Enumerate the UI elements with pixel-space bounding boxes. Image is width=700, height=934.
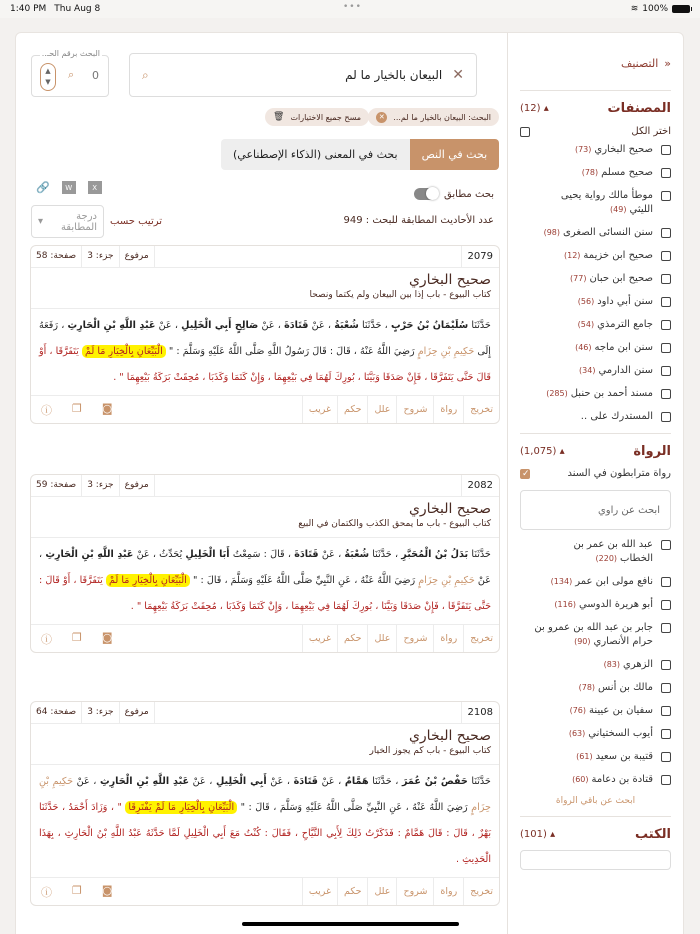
search-query[interactable]: البيعان بالخيار ما لم: [345, 68, 443, 82]
narrator: حَفْصُ بْنُ عُمَرَ: [401, 776, 468, 787]
filter-item-label: موطأ مالك رواية يحيى الليثي(49): [560, 190, 653, 215]
exact-match-row[interactable]: [414, 188, 494, 200]
filter-checkbox[interactable]: [661, 145, 671, 155]
narrator-search-input[interactable]: ابحث عن راوي: [520, 490, 671, 530]
divider: [520, 816, 671, 817]
clear-search-icon[interactable]: ✕: [452, 67, 464, 83]
filter-item-label: مالك بن أنس(78): [578, 682, 653, 693]
excel-export-icon[interactable]: X: [88, 181, 102, 194]
filter-checkbox[interactable]: [661, 729, 671, 739]
hadith-number-search[interactable]: [31, 49, 109, 97]
filter-item[interactable]: [520, 318, 671, 332]
filter-item[interactable]: [520, 658, 671, 672]
status-time: 1:40 PM: [10, 4, 47, 14]
filter-item[interactable]: [520, 341, 671, 355]
action-button[interactable]: رواة: [433, 878, 463, 905]
action-button[interactable]: علل: [367, 878, 396, 905]
action-button[interactable]: حكم: [337, 625, 367, 652]
results-count: عدد الأحاديث المطابقة للبحث : 949: [343, 215, 494, 226]
tab-text-search[interactable]: بحث في النص: [410, 139, 500, 170]
filter-item[interactable]: [520, 704, 671, 718]
filter-checkbox[interactable]: [661, 274, 671, 284]
hadith-meta: [31, 475, 155, 496]
hadith-text: حَدَّثَنَا سُلَيْمَانُ بْنُ حَرْبٍ ، حَدَّثَنَا شُعْبَةُ ، عَنْ قَتَادَةَ ، عَنْ صَالِحٍ أَبِي الْخَلِيلِ ، عَنْ عَبْدِ اللَّهِ بْنِ الْحَارِثِ ، رَفَعَهُ إِلَى حَكِيمِ بْنِ حِزَامٍ رَضِيَ اللَّهُ عَنْهُ ، قَالَ : قَالَ رَسُولُ اللَّهِ صَلَّى اللَّهُ عَلَيْهِ وَسَلَّمَ : " الْبَيِّعَانِ بِالْخِيَارِ مَا لَمْ يَتَفَرَّقَا ، أَوْ قَالَ حَتَّى يَتَفَرَّقَا ، فَإِنْ صَدَقَا وَبَيَّنَا ، بُورِكَ لَهُمَا فِي بَيْعِهِمَا ، وَإِنْ كَتَمَا وَكَذَبَا ، مُحِقَتْ بَرَكَةُ بَيْعِهِمَا " .: [39, 320, 491, 383]
hadith-number-value[interactable]: 0: [92, 69, 99, 82]
filter-item[interactable]: [520, 364, 671, 378]
select-all-checkbox[interactable]: [520, 127, 530, 137]
filter-checkbox[interactable]: [661, 752, 671, 762]
hadith-part: جزء: 3: [82, 475, 119, 496]
companion-name: حَكِيمِ بْنِ حِزَامٍ: [417, 346, 475, 357]
action-button[interactable]: علل: [367, 396, 396, 423]
filter-item-label: قتيبة بن سعيد(61): [576, 751, 653, 762]
filter-checkbox[interactable]: [661, 775, 671, 785]
filter-item-label: الزهري(83): [603, 659, 653, 670]
filter-checkbox[interactable]: [661, 297, 671, 307]
hadith-page: صفحة: 58: [31, 246, 82, 267]
report-icon[interactable]: ⓘ: [41, 885, 52, 899]
filter-checkbox[interactable]: [661, 251, 671, 261]
chapter-title: كتاب البيوع - باب ما يمحق الكذب والكتمان في البيع: [31, 517, 499, 538]
hadith-actions: [31, 395, 499, 423]
action-button[interactable]: غريب: [302, 625, 337, 652]
matn-text: يَتَفَرَّقَا ، أَوْ قَالَ : حَتَّى يَتَفَرَّقَا ، فَإِنْ صَدَقَا وَبَيَّنَا ، بُورِكَ لَهُمَا فِي بَيْعِهِمَا ، وَإِنْ كَتَمَا وَكَذَبَا ، مُحِقَتْ بَرَكَةُ بَيْعِهِمَا " .: [39, 575, 491, 612]
hadith-header: [31, 246, 499, 268]
hadith-page: صفحة: 59: [31, 475, 82, 496]
companion-name: حَكِيمِ بْنِ حِزَامٍ: [39, 776, 491, 813]
copy-icon[interactable]: ❐: [72, 401, 82, 415]
query-chip[interactable]: [368, 108, 499, 126]
chapter-title: كتاب البيوع - باب إذا بين البيعان ولم يكتما ونصحا: [31, 288, 499, 309]
filter-item-count: (220): [595, 554, 618, 563]
search-icon[interactable]: ⌕: [142, 67, 149, 82]
battery-icon: [672, 5, 690, 13]
narrator: عَبْدِ اللَّهِ بْنِ الْحَارِثِ: [45, 549, 134, 560]
report-icon[interactable]: ⓘ: [41, 632, 52, 646]
books-search-input[interactable]: [520, 850, 671, 870]
home-indicator: [242, 922, 459, 926]
filter-item-label: مسند أحمد بن حنبل(285): [546, 388, 653, 399]
select-all-label: اختر الكل: [631, 126, 671, 137]
hadith-type: مرفوع: [120, 246, 155, 267]
sidebar-header[interactable]: [520, 33, 671, 91]
action-button[interactable]: غريب: [302, 396, 337, 423]
books-header[interactable]: [520, 827, 671, 842]
hadith-number: 2082: [461, 475, 499, 496]
filter-item-label: عبد الله بن عمر بن الخطاب(220): [573, 539, 653, 564]
action-button[interactable]: غريب: [302, 878, 337, 905]
filter-item-label: قتادة بن دعامة(60): [572, 774, 653, 785]
action-button[interactable]: شروح: [396, 878, 433, 905]
filter-checkbox[interactable]: [661, 600, 671, 610]
collapse-icon[interactable]: «: [664, 57, 671, 70]
narrator: عَبْدِ اللَّهِ بْنِ الْحَارِثِ: [99, 776, 190, 787]
sort-select[interactable]: درجة المطابقة ▾: [31, 205, 104, 238]
hadith-text: حَدَّثَنَا حَفْصُ بْنُ عُمَرَ ، حَدَّثَنَا هَمَّامٌ ، عَنْ قَتَادَةَ ، عَنْ أَبِي الْخَلِيلِ ، عَنْ عَبْدِ اللَّهِ بْنِ الْحَارِثِ ، عَنْ حَكِيمِ بْنِ حِزَامٍ رَضِيَ اللَّهُ عَنْهُ ، عَنِ النَّبِيِّ صَلَّى اللَّهُ عَلَيْهِ وَسَلَّمَ ، قَالَ : " الْبَيِّعَانِ بِالْخِيَارِ مَا لَمْ يَفْتَرِقَا " ، وَزَادَ أَحْمَدُ ، حَدَّثَنَا بَهْزٌ ، قَالَ : قَالَ هَمَّامٌ : فَذَكَرْتُ ذَلِكَ لِأَبِي التَّيَّاحِ ، فَقَالَ : كُنْتُ مَعَ أَبِي الْخَلِيلِ لَمَّا حَدَّثَهُ عَبْدُ اللَّهِ بْنُ الْحَارِثِ ، بِهَذَا الْحَدِيثِ .: [39, 776, 491, 865]
filter-item[interactable]: [520, 538, 671, 566]
books-title: الكتب: [635, 827, 671, 842]
matn-text: " ، وَزَادَ أَحْمَدُ ، حَدَّثَنَا بَهْزٌ ، قَالَ : قَالَ هَمَّامٌ : فَذَكَرْتُ ذَلِكَ لِأَبِي التَّيَّاحِ ، فَقَالَ : كُنْتُ مَعَ أَبِي الْخَلِيلِ لَمَّا حَدَّثَهُ عَبْدُ اللَّهِ بْنُ الْحَارِثِ ، بِهَذَا الْحَدِيثِ .: [39, 802, 491, 865]
hadith-actions: [31, 624, 499, 652]
filter-item-count: (76): [569, 706, 587, 715]
query-chip-label: البحث: البيعان بالخيار ما لم...: [393, 112, 491, 122]
filter-item-label: جامع الترمذي(54): [577, 319, 653, 330]
books-count: (101) ▴: [520, 829, 556, 840]
select-all-row[interactable]: [520, 126, 671, 137]
search-input[interactable]: [129, 53, 477, 97]
filter-checkbox[interactable]: [661, 168, 671, 178]
filter-item-count: (77): [570, 274, 587, 283]
categories-count: (12) ▴: [520, 103, 549, 114]
filter-item-count: (98): [543, 228, 561, 237]
copy-icon[interactable]: ❐: [72, 630, 82, 644]
search-mode-tabs: [221, 139, 499, 170]
copy-icon[interactable]: ❐: [72, 883, 82, 897]
filter-item[interactable]: [520, 143, 671, 157]
preview-icon[interactable]: ◙: [101, 630, 113, 644]
filter-item-count: (90): [574, 637, 591, 646]
results-panel: [16, 33, 509, 934]
sort-row: [31, 205, 162, 238]
hadith-header: [31, 475, 499, 497]
exact-match-label: بحث مطابق: [444, 188, 494, 200]
filter-item-label: سنن ابن ماجه(46): [575, 342, 653, 353]
filter-item-label: صحيح البخاري(73): [574, 144, 653, 155]
linked-narrators-checkbox[interactable]: [520, 469, 530, 479]
action-button[interactable]: رواة: [433, 625, 463, 652]
divider: [520, 433, 671, 434]
narrator: أَبِي الْخَلِيلِ: [215, 776, 267, 787]
book-title[interactable]: صحيح البخاري: [408, 272, 491, 288]
linked-narrators-label: رواة مترابطون في السند: [567, 468, 671, 479]
narrators-title: الرواة: [633, 444, 671, 459]
filter-checkbox[interactable]: [661, 320, 671, 330]
narrator: صَالِحٍ أَبِي الْخَلِيلِ: [181, 320, 259, 331]
chevron-down-icon: ▾: [38, 216, 44, 227]
filter-item-label: سفيان بن عيينة(76): [569, 705, 653, 716]
narrator: قَتَادَةَ: [293, 776, 318, 787]
filter-item[interactable]: [520, 727, 671, 741]
filter-item-count: (116): [554, 600, 576, 609]
filter-checkbox[interactable]: [661, 343, 671, 353]
search-highlight: الْبَيِّعَانِ بِالْخِيَارِ مَا لَمْ يَفْتَرِقَا: [125, 801, 237, 814]
action-button[interactable]: حكم: [337, 396, 367, 423]
filter-item-count: (54): [577, 320, 595, 329]
number-stepper[interactable]: ▲ ▼: [40, 63, 56, 91]
filter-item-label: المستدرك على ..: [580, 411, 653, 422]
exact-match-toggle[interactable]: [414, 188, 438, 200]
filter-checkbox[interactable]: [661, 623, 671, 633]
filter-checkbox[interactable]: [661, 706, 671, 716]
filter-checkbox[interactable]: [661, 577, 671, 587]
filter-item-label: سنن أبي داود(56): [577, 296, 653, 307]
remove-chip-icon[interactable]: ✕: [376, 112, 387, 123]
filter-checkbox[interactable]: [661, 366, 671, 376]
filter-item-label: صحيح مسلم(78): [581, 167, 653, 178]
filter-checkbox[interactable]: [661, 412, 671, 422]
number-search-icon[interactable]: ⌕: [68, 68, 75, 81]
wifi-icon: ≋: [630, 4, 639, 14]
hadith-card: [30, 474, 500, 653]
filter-item-count: (73): [574, 145, 592, 154]
filter-sidebar: [507, 33, 683, 934]
export-icons: [36, 181, 102, 194]
filter-item-count: (56): [577, 297, 595, 306]
filter-item-label: نافع مولى ابن عمر(134): [550, 576, 653, 587]
filter-item-label: سنن الدارمي(34): [579, 365, 653, 376]
filter-item-count: (83): [603, 660, 621, 669]
filter-item[interactable]: [520, 575, 671, 589]
hadith-header: [31, 702, 499, 724]
hadith-card: [30, 701, 500, 906]
filter-item-count: (61): [576, 752, 593, 761]
trash-icon: 🗑: [273, 112, 285, 122]
filter-item[interactable]: [520, 750, 671, 764]
filter-checkbox[interactable]: [661, 389, 671, 399]
book-title[interactable]: صحيح البخاري: [408, 501, 491, 517]
link-icon[interactable]: 🔗: [36, 181, 50, 194]
narrators-count: (1,075) ▴: [520, 446, 565, 457]
categories-header[interactable]: [520, 101, 671, 116]
filter-item-count: (12): [563, 251, 581, 260]
filter-item-count: (63): [568, 729, 586, 738]
filter-item[interactable]: [520, 226, 671, 240]
action-button[interactable]: رواة: [433, 396, 463, 423]
narrators-header[interactable]: [520, 444, 671, 459]
report-icon[interactable]: ⓘ: [41, 403, 52, 417]
main-card: [15, 32, 684, 934]
categories-title: المصنفات: [607, 101, 671, 116]
narrator: قَتَادَةَ: [284, 320, 309, 331]
chapter-title: كتاب البيوع - باب كم يجوز الخيار: [31, 744, 499, 765]
narrator: شُعْبَةُ: [344, 549, 370, 560]
filter-item-count: (285): [546, 389, 568, 398]
sidebar-title: التصنيف: [620, 57, 659, 70]
narrator: بَدَلُ بْنُ الْمُحَبَّرِ: [401, 549, 469, 560]
matn-text: يَتَفَرَّقَا ، أَوْ قَالَ حَتَّى يَتَفَرَّقَا ، فَإِنْ صَدَقَا وَبَيَّنَا ، بُورِكَ لَهُمَا فِي بَيْعِهِمَا ، وَإِنْ كَتَمَا وَكَذَبَا ، مُحِقَتْ بَرَكَةُ بَيْعِهِمَا " .: [39, 346, 491, 383]
filter-item[interactable]: [520, 621, 671, 649]
hadith-meta: [31, 246, 155, 267]
filter-item-count: (134): [550, 577, 573, 586]
narrator: شُعْبَةُ: [334, 320, 359, 331]
filter-item[interactable]: [520, 249, 671, 263]
preview-icon[interactable]: ◙: [101, 401, 113, 415]
battery-percent: 100%: [642, 4, 668, 14]
narrator: عَبْدِ اللَّهِ بْنِ الْحَارِثِ: [67, 320, 156, 331]
filter-item-count: (46): [575, 343, 592, 352]
search-highlight: الْبَيِّعَانِ بِالْخِيَارِ مَا لَمْ: [106, 574, 190, 587]
filter-item[interactable]: [520, 773, 671, 787]
hadith-card: [30, 245, 500, 424]
hadith-number: 2079: [461, 246, 499, 267]
hadith-number: 2108: [461, 702, 499, 723]
hadith-page: صفحة: 64: [31, 702, 82, 723]
hadith-meta: [31, 702, 155, 723]
hadith-actions: [31, 877, 499, 905]
clear-all-label: مسح جميع الاختيارات: [290, 112, 361, 122]
filter-item-label: جابر بن عبد الله بن عمرو بن حرام الأنصاري(90): [534, 622, 653, 647]
preview-icon[interactable]: ◙: [101, 883, 113, 897]
filter-item-label: صحيح ابن خزيمة(12): [563, 250, 653, 261]
filter-checkbox[interactable]: [661, 191, 671, 201]
companion-name: حَكِيمِ بْنِ حِزَامٍ: [418, 575, 475, 586]
filter-item-count: (60): [572, 775, 589, 784]
action-button[interactable]: شروح: [396, 396, 433, 423]
filter-item-count: (78): [578, 683, 596, 692]
status-date: Thu Aug 8: [54, 4, 101, 14]
hadith-part: جزء: 3: [82, 702, 119, 723]
action-button[interactable]: تخريج: [463, 396, 499, 423]
filter-checkbox[interactable]: [661, 540, 671, 550]
filter-checkbox[interactable]: [661, 683, 671, 693]
multitask-dots[interactable]: •••: [343, 2, 362, 12]
action-button[interactable]: حكم: [337, 878, 367, 905]
book-title[interactable]: صحيح البخاري: [408, 728, 491, 744]
filter-item-label: أيوب السختياني(63): [568, 728, 653, 739]
filter-item[interactable]: [520, 387, 671, 401]
narrator: سُلَيْمَانُ بْنُ حَرْبٍ: [390, 320, 469, 331]
sort-label: ترتيب حسب: [110, 216, 163, 227]
tab-semantic-search[interactable]: بحث في المعنى (الذكاء الإصطناعي): [221, 139, 410, 170]
search-highlight: الْبَيِّعَانِ بِالْخِيَارِ مَا لَمْ: [82, 345, 166, 358]
filter-checkbox[interactable]: [661, 228, 671, 238]
narrator: أَبَا الْخَلِيلِ: [185, 549, 230, 560]
filter-item-count: (49): [610, 205, 627, 214]
filter-checkbox[interactable]: [661, 660, 671, 670]
hadith-type: مرفوع: [120, 475, 155, 496]
filter-item[interactable]: [520, 410, 671, 424]
filter-item[interactable]: [520, 295, 671, 309]
hadith-type: مرفوع: [120, 702, 155, 723]
word-export-icon[interactable]: W: [62, 181, 76, 194]
filter-item-label: صحيح ابن حبان(77): [570, 273, 653, 284]
status-bar: [0, 0, 700, 18]
narrator: قَتَادَةَ: [294, 549, 319, 560]
filter-item[interactable]: [520, 166, 671, 180]
action-button[interactable]: تخريج: [463, 625, 499, 652]
filter-item-label: أبو هريرة الدوسي(116): [554, 599, 653, 610]
more-narrators-link[interactable]: ابحث عن باقي الرواة: [555, 796, 636, 806]
filter-item-count: (78): [581, 168, 599, 177]
filter-item[interactable]: [520, 272, 671, 286]
action-button[interactable]: شروح: [396, 625, 433, 652]
hadith-text: حَدَّثَنَا بَدَلُ بْنُ الْمُحَبَّرِ ، حَدَّثَنَا شُعْبَةُ ، عَنْ قَتَادَةَ ، قَالَ : سَمِعْتُ أَبَا الْخَلِيلِ يُحَدِّثُ ، عَنْ عَبْدِ اللَّهِ بْنِ الْحَارِثِ ، عَنْ حَكِيمِ بْنِ حِزَامٍ رَضِيَ اللَّهُ عَنْهُ ، عَنِ النَّبِيِّ صَلَّى اللَّهُ عَلَيْهِ وَسَلَّمَ ، قَالَ : " الْبَيِّعَانِ بِالْخِيَارِ مَا لَمْ يَتَفَرَّقَا ، أَوْ قَالَ : حَتَّى يَتَفَرَّقَا ، فَإِنْ صَدَقَا وَبَيَّنَا ، بُورِكَ لَهُمَا فِي بَيْعِهِمَا ، وَإِنْ كَتَمَا وَكَذَبَا ، مُحِقَتْ بَرَكَةُ بَيْعِهِمَا " .: [39, 549, 491, 612]
filter-item[interactable]: [520, 681, 671, 695]
hadith-part: جزء: 3: [82, 246, 119, 267]
action-button[interactable]: تخريج: [463, 878, 499, 905]
action-button[interactable]: علل: [367, 625, 396, 652]
linked-narrators-row[interactable]: [520, 467, 671, 481]
filter-item[interactable]: [520, 598, 671, 612]
clear-all-button[interactable]: [265, 108, 369, 126]
narrator: هَمَّامٌ: [344, 776, 369, 787]
filter-item-label: سنن النسائى الصغرى(98): [543, 227, 653, 238]
filter-item[interactable]: [520, 189, 671, 217]
hadith-number-label: البحث برقم الحـ..: [41, 49, 100, 58]
filter-item-count: (34): [579, 366, 596, 375]
